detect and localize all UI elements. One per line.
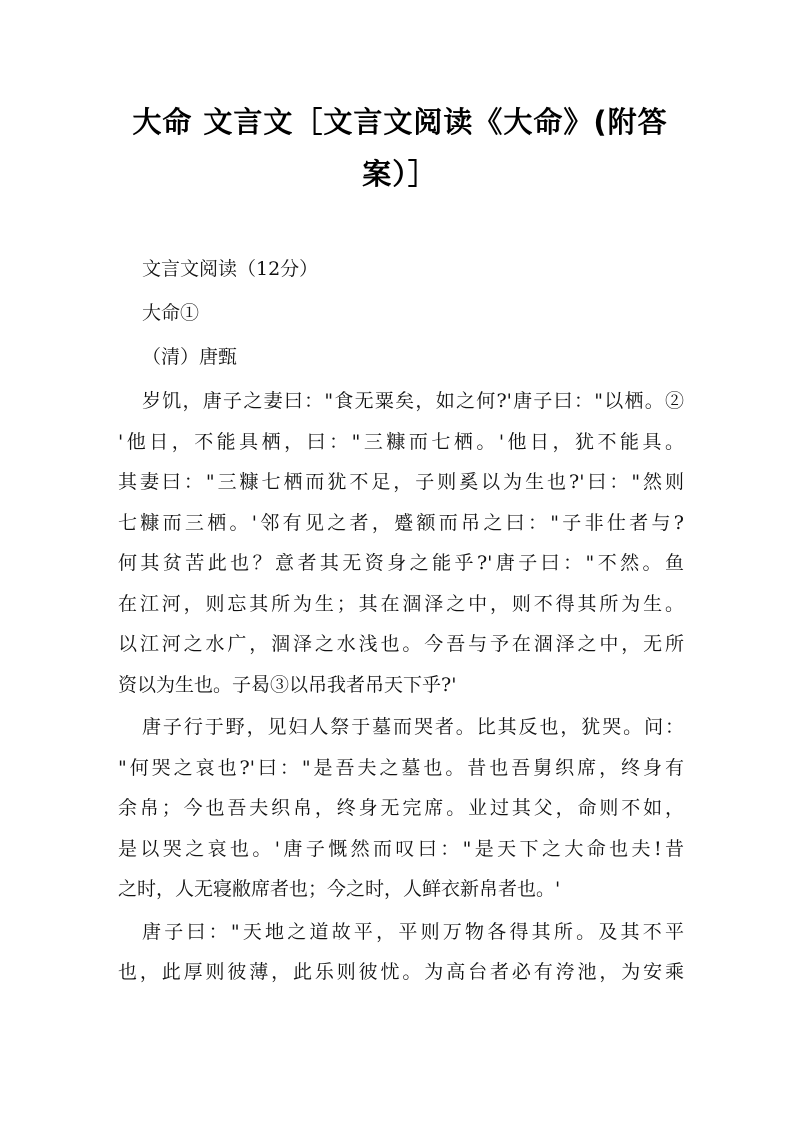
paragraph-line: 其妻曰："三糠七栖而犹不足，子则奚以为生也?'曰："然则 — [118, 471, 684, 493]
document-title — [120, 96, 680, 200]
paragraph-line: 以江河之水广，涸泽之水浅也。今吾与予在涸泽之中，无所 — [118, 633, 684, 655]
paragraph-1 — [118, 381, 684, 705]
paragraph-line: 之时，人无寝敝席者也；今之时，人鲜衣新帛者也。' — [118, 878, 561, 900]
article-title: 大命① — [142, 302, 200, 324]
paragraph-line: 在江河，则忘其所为生；其在涸泽之中，则不得其所为生。 — [118, 592, 684, 615]
title-line-2: 案）］ — [362, 157, 438, 191]
paragraph-line: '他日，不能具栖，曰："三糠而七栖。'他日，犹不能具。 — [118, 430, 684, 453]
paragraph-line: 唐子行于野，见妇人祭于墓而哭者。比其反也，犹哭。问： — [142, 716, 684, 738]
paragraph-line: 是以哭之哀也。'唐子慨然而叹曰："是天下之大命也夫!昔 — [118, 837, 684, 860]
section-label: 文言文阅读（12分） — [142, 258, 319, 280]
paragraph-line: 余帛；今也吾夫织帛，终身无完席。业过其父，命则不如， — [118, 797, 684, 819]
title-line-1: 大命 文言文［文言文阅读《大命》(附答 — [132, 105, 668, 139]
paragraph-line: 七糠而三栖。'邻有见之者，蹙额而吊之曰："子非仕者与? — [118, 511, 684, 534]
paragraph-line: 也，此厚则彼薄，此乐则彼忧。为高台者必有洿池，为安乘 — [118, 961, 684, 983]
paragraph-line: 岁饥，唐子之妻曰："食无粟矣，如之何?'唐子曰："以栖。② — [142, 390, 684, 412]
paragraph-line: 资以为生也。子曷③以吊我者吊天下乎?' — [118, 673, 457, 696]
paragraph-line: "何哭之哀也?'曰："是吾夫之墓也。昔也吾舅织席，终身有 — [118, 756, 684, 779]
paragraph-line: 唐子曰："天地之道故平，平则万物各得其所。及其不平 — [142, 920, 684, 943]
paragraph-2 — [118, 707, 684, 910]
article-author: （清）唐甄 — [142, 346, 238, 368]
document-body — [118, 247, 684, 993]
paragraph-3 — [118, 912, 684, 993]
paragraph-line: 何其贫苦此也？意者其无资身之能乎?'唐子曰："不然。鱼 — [118, 552, 684, 574]
